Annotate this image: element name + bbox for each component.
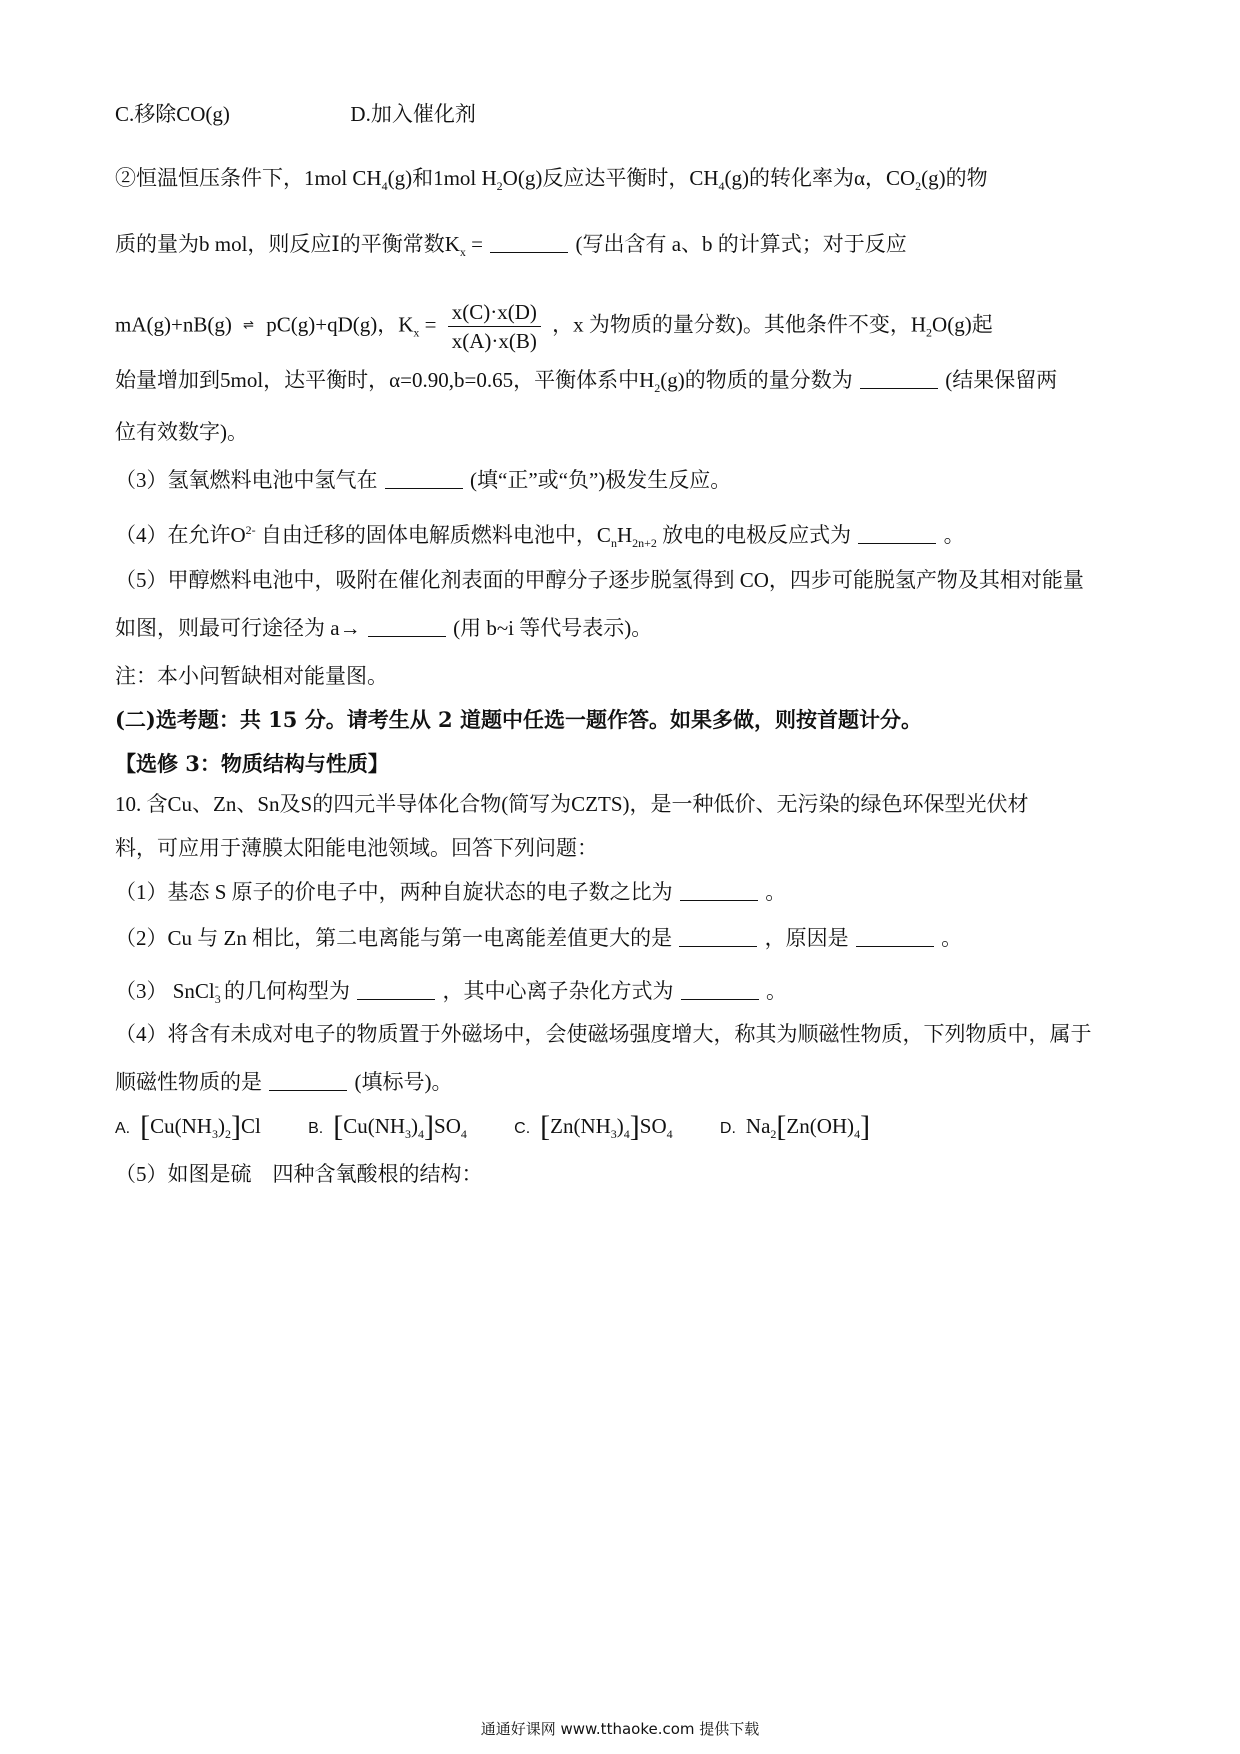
q9-sub5-line1: （5）甲醇燃料电池中，吸附在催化剂表面的甲醇分子逐步脱氢得到 CO，四步可能脱氢产物及其相对能量 [115,568,1084,592]
formula: Zn(NH [550,1114,611,1138]
subscript: 4 [418,1127,425,1142]
subscript: 3 [610,1127,617,1142]
text: mA(g)+nB(g) [115,312,232,337]
q10-sub4-line2 [115,1068,453,1096]
answer-blank[interactable] [368,636,446,637]
text: ，原因是 [764,926,849,950]
text: (结果保留两 [945,368,1058,392]
option-d: D.加入催化剂 [350,102,476,126]
subscript: 4 [623,1127,630,1142]
q9-part2-line3: mA(g)+nB(g) ⇌ pC(g)+qD(g)，$K_x$ = $\frac{x(C)\cdot x(D)}{x(A)\cdot x(B)}$ ，x 为物质的量分数)。其他条件不变，$H_2O(g)$起 [115,300,993,353]
text: (g)的转化率为α，CO [724,166,916,190]
subscript: 3 [405,1127,412,1142]
q10-line2: 料，可应用于薄膜太阳能电池领域。回答下列问题： [115,836,598,860]
formula: SO [639,1114,667,1138]
answer-blank[interactable] [681,999,759,1000]
text: (g)和1mol H [387,166,497,190]
q10-sub4-line1: （4）将含有未成对电子的物质置于外磁场中，会使磁场强度增大，称其为顺磁性物质，下列物质中，属于 [115,1022,1092,1046]
q10-sub1 [115,878,786,906]
fraction-denominator: x(A)·x(B) [451,329,537,353]
text: ，x 为物质的量分数)。其他条件不变，H [552,312,927,337]
answer-blank[interactable] [856,946,934,947]
option-label: D. [719,1120,736,1137]
option-label: A. [115,1120,131,1137]
text: 。 [941,926,963,950]
text: (填标号)。 [354,1070,453,1094]
subscript: 4 [854,1127,861,1142]
text: ②恒温恒压条件下，1mol CH [115,166,382,190]
text: (用 b~i 等代号表示)。 [453,616,653,640]
q9-part2-line4: 始量增加到5mol，达平衡时，α=0.90,b=0.65，平衡体系中$H_2(g)$的物质的量分数为 (结果保留两 [115,368,1058,396]
text: (填“正”或“负”)极发生反应。 [470,468,732,492]
q9-part2-line1: ②恒温恒压条件下，1mol $CH_4(g)$和1mol $H_2O(g)$反应达平衡时，$CH_4(g)$的转化率为α，$CO_2(g)$的物 [115,166,988,194]
subscript: 4 [460,1127,467,1142]
answer-blank[interactable] [357,999,435,1000]
option-d[interactable]: D. $Na_2[Zn(OH)_4]$ [719,1110,871,1143]
text: （4）在允许O [115,523,246,547]
section2-heading: (二)选考题：共 15 分。请考生从 2 道题中任选一题作答。如果多做，则按首题计分。 [115,707,922,732]
q9-sub4: （4）在允许$O^{2-}$ 自由迁移的固体电解质燃料电池中，$C_nH_{2n+2}$ 放电的电极反应式为 。 [115,523,965,551]
option-c: C.移除CO(g) [115,102,230,126]
answer-blank[interactable] [679,946,757,947]
text: （2）Cu 与 Zn 相比，第二电离能与第一电离能差值更大的是 [115,926,673,950]
formula: SO [434,1114,461,1138]
q9-part2-line2: 质的量为b mol，则反应Ⅰ的平衡常数$K_x$ = (写出含有 a、b 的计算式；对于反应 [115,232,907,260]
text: （3）氢氧燃料电池中氢气在 [115,468,378,492]
q9-options-cd [115,100,476,128]
q10-line1: 10. 含Cu、Zn、Sn及S的四元半导体化合物(简写为CZTS)，是一种低价、无污染的绿色环保型光伏材 [115,792,1029,816]
option-c[interactable]: C. $[Zn(NH_3)_4]SO_4$ [514,1110,673,1143]
elective-heading: 【选修 3：物质结构与性质】 [115,751,389,776]
footer: 通通好课网 www.tthaoke.com 提供下载 [480,1720,760,1738]
text: ，其中心离子杂化方式为 [442,979,674,1003]
formula: Cu(NH [343,1114,406,1138]
option-b[interactable]: B. $[Cu(NH_3)_4]SO_4$ [308,1110,467,1143]
text: （3） [115,979,168,1003]
option-a[interactable]: A. $[Cu(NH_3)_2]Cl$ [115,1110,261,1143]
note: 注：本小问暂缺相对能量图。 [115,664,388,688]
q9-sub3 [115,466,731,494]
text: 质的量为b mol，则反应Ⅰ的平衡常数K [115,232,460,256]
text: 。 [765,880,787,904]
text: (写出含有 a、b 的计算式；对于反应 [575,232,907,256]
text: 始量增加到5mol，达平衡时，α=0.90,b=0.65，平衡体系中H [115,368,655,392]
formula: Cl [240,1114,261,1138]
fraction-numerator: x(C)·x(D) [448,300,541,327]
text: (g)的物质的量分数为 [660,368,853,392]
q10-options [115,1112,912,1148]
answer-blank[interactable] [680,900,758,901]
formula: Na [745,1114,771,1138]
answer-blank[interactable] [860,388,938,389]
text: = [424,312,437,337]
subscript: 2 [224,1127,231,1142]
formula: SnCl [172,979,215,1003]
option-label: B. [308,1120,324,1137]
text: （1）基态 S 原子的价电子中，两种自旋状态的电子数之比为 [115,880,673,904]
kx-fraction [448,300,541,353]
text: pC(g)+qD(g)，K [266,312,414,337]
q9-part2-line5: 位有效数字)。 [115,420,248,444]
subscript: 4 [666,1127,673,1142]
subscript: 2 [770,1127,777,1142]
q10-sub2 [115,924,962,952]
answer-blank[interactable] [858,543,936,544]
text: 顺磁性物质的是 [115,1070,262,1094]
text: 自由迁移的固体电解质燃料电池中，C [260,523,611,547]
q10-sub5: （5）如图是硫 四种含氧酸根的结构： [115,1162,483,1186]
q9-sub5-line2 [115,614,652,642]
option-label: C. [514,1120,531,1137]
answer-blank[interactable] [490,252,568,253]
text: O(g)反应达平衡时，CH [502,166,719,190]
text: 放电的电极反应式为 [662,523,852,547]
formula: Cu(NH [150,1114,212,1138]
q10-sub3: （3） SnCl$_3$- 的几何构型为 ，其中心离子杂化方式为 。 [115,979,788,1007]
text: 的几何构型为 [224,979,351,1003]
text: (g)的物 [921,166,988,190]
text: 如图，则最可行途径为 a→ [115,616,361,640]
equilibrium-arrow-icon: ⇌ [243,318,255,334]
text: = [471,232,483,256]
text: O(g)起 [932,312,993,337]
formula: Zn(OH) [786,1114,855,1138]
answer-blank[interactable] [385,488,463,489]
subscript: 3 [211,1127,218,1142]
text: 。 [943,523,965,547]
text: 。 [766,979,788,1003]
answer-blank[interactable] [269,1090,347,1091]
